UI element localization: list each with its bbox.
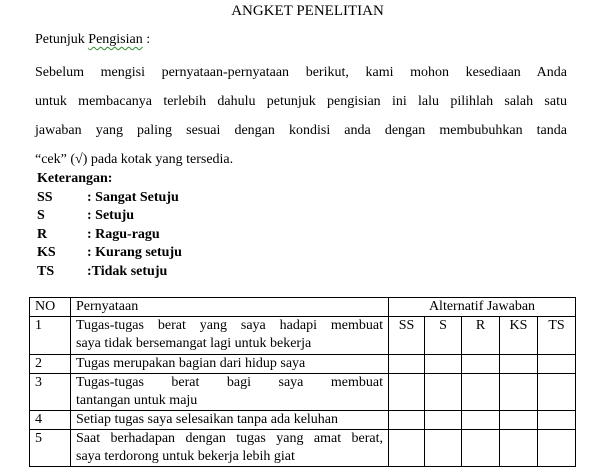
table-row [30,374,576,411]
row-statement [71,374,389,411]
legend-item [37,263,182,282]
legend-code: SS [37,189,53,205]
instructions-line: untuk membacanya terlebih dahulu petunjuk pengisian ini lalu pilihlah salah satu [35,94,567,109]
statement-line: saya terdorong untuk bekerja lebih giat [76,449,295,464]
header-alternatives: Alternatif Jawaban [389,298,576,317]
table-row [30,355,576,374]
statement-line: Tugas-tugas berat yang saya hadapi membuat [76,318,383,333]
heading-prefix: Petunjuk [35,32,89,47]
answer-cell-ss[interactable] [389,374,425,411]
option-header-r: R [462,317,500,355]
answer-cell-ts[interactable] [538,355,576,374]
option-header-ks: KS [500,317,538,355]
instructions-line: jawaban yang paling sesuai dengan kondisi anda dengan membubuhkan tanda [35,123,567,138]
answer-cell-r[interactable] [462,374,500,411]
legend-item [37,244,182,263]
legend-item [37,207,182,226]
row-statement [71,317,389,355]
option-header-ts: TS [538,317,576,355]
statement-line: Setiap tugas saya selesaikan tanpa ada keluhan [76,412,339,427]
legend [37,170,182,281]
answer-cell-s[interactable] [425,355,462,374]
instructions-heading [35,32,150,48]
legend-label: : Sangat Setuju [87,189,179,205]
legend-code: R [37,226,48,242]
instructions-paragraph [35,58,567,174]
legend-code: TS [37,263,55,279]
answer-cell-ks[interactable] [500,355,538,374]
option-header-s: S [425,317,462,355]
row-statement [71,355,389,374]
answer-cell-ks[interactable] [500,374,538,411]
row-statement [71,430,389,467]
row-no: 3 [30,374,71,411]
legend-code: KS [37,245,56,260]
instructions-line: Sebelum mengisi pernyataan-pernyataan berikut, kami mohon kesediaan Anda [35,65,567,80]
document-title: ANGKET PENELITIAN [231,3,384,19]
heading-suffix: : [142,32,151,47]
answer-cell-ts[interactable] [538,430,576,467]
legend-label: : Ragu-ragu [87,226,160,242]
legend-label: : Kurang setuju [87,245,182,260]
answer-cell-r[interactable] [462,355,500,374]
row-no: 4 [30,411,71,430]
row-no: 5 [30,430,71,467]
header-statement: Pernyataan [71,298,389,317]
statement-line: tantangan untuk maju [76,393,198,408]
table-row [30,430,576,467]
row-no: 1 [30,317,71,355]
instructions-line: “cek” (√) pada kotak yang tersedia. [35,152,234,167]
statement-line: Saat berhadapan dengan tugas yang amat berat, [76,431,383,446]
statement-line: saya tidak bersemangat lagi untuk bekerja [76,336,312,351]
statement-line: Tugas-tugas berat bagi saya membuat [76,375,383,390]
answer-cell-ts[interactable] [538,411,576,430]
table-row [30,411,576,430]
answer-cell-s[interactable] [425,411,462,430]
legend-heading: Keterangan: [37,171,113,186]
questionnaire-table [29,297,576,467]
legend-item [37,226,182,245]
legend-label: :Tidak setuju [87,263,168,279]
answer-cell-ss[interactable] [389,430,425,467]
option-header-ss: SS [389,317,425,355]
answer-cell-r[interactable] [462,411,500,430]
answer-cell-r[interactable] [462,430,500,467]
answer-cell-s[interactable] [425,430,462,467]
heading-word-spellcheck: Pengisian [88,32,143,47]
row-statement [71,411,389,430]
statement-line: Tugas merupakan bagian dari hidup saya [76,356,306,371]
row-no: 2 [30,355,71,374]
answer-cell-ts[interactable] [538,374,576,411]
legend-code: S [37,208,45,223]
legend-item [37,189,182,208]
table-header-row [30,298,576,317]
answer-cell-ss[interactable] [389,411,425,430]
answer-cell-ks[interactable] [500,411,538,430]
table-row [30,317,576,355]
legend-label: : Setuju [87,208,135,223]
answer-cell-ss[interactable] [389,355,425,374]
answer-cell-ks[interactable] [500,430,538,467]
header-no: NO [30,298,71,317]
answer-cell-s[interactable] [425,374,462,411]
